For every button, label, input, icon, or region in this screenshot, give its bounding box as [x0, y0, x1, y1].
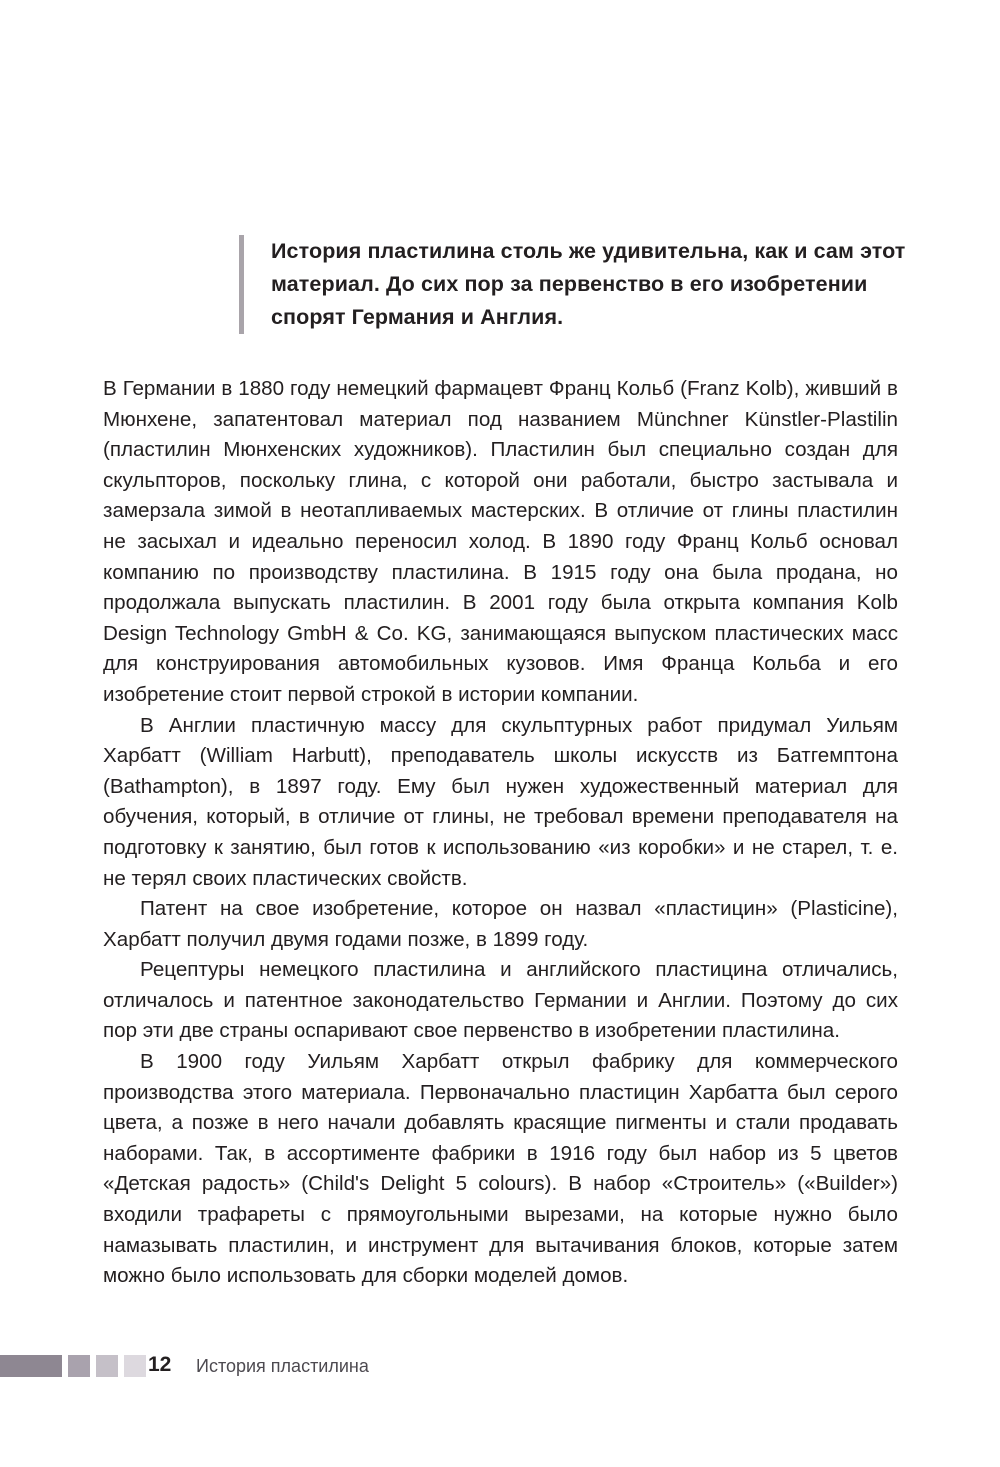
swatch-medium [68, 1355, 90, 1377]
swatch-dark [0, 1355, 62, 1377]
page-footer [0, 1355, 1000, 1387]
epigraph-text: История пластилина столь же удивительна, как и сам этот материал. До сих пор за первенство в его изобретении спорят Германия и Англия. [271, 239, 912, 329]
page-number: 12 [148, 1353, 172, 1376]
paragraph-5: В 1900 году Уильям Харбатт открыл фабрику для коммерческого производства этого материала. Первоначально пластицин Харбатта был серого цвета, а позже в него начали добавлять красящие пигменты и стали продавать наборами. Так, в ассортименте фабрики в 1916 году был набор из 5 цветов «Детская радость» (Child's Delight 5 colours). В набор «Строитель» («Builder») входили трафареты с прямоугольными вырезами, на которые нужно было намазывать пластилин, и инструмент для вытачивания блоков, которые затем можно было использовать для сборки моделей домов. [103, 1050, 904, 1288]
paragraph-4: Рецептуры немецкого пластилина и английского пластицина отличались, отличалось и патентное законодательство Германии и Англии. Поэтому до сих пор эти две страны оспаривают свое первенство в изобретении пластилина. [103, 958, 904, 1043]
epigraph-block [239, 235, 929, 334]
paragraph-2: В Англии пластичную массу для скульптурных работ придумал Уильям Харбатт (William Harbutt), преподаватель школы искусств из Батгемптона (Bathampton), в 1897 году. Ему был нужен художественный материал для обучения, который, в отличие от глины, не требовал времени преподавателя на подготовку к занятию, был готов к использованию «из коробки» и не старел, т. е. не терял своих пластических свойств. [103, 713, 904, 890]
swatch-light [96, 1355, 118, 1377]
footer-color-swatches [0, 1355, 146, 1377]
chapter-title: История пластилина [196, 1356, 369, 1376]
swatch-lightest [124, 1355, 146, 1377]
paragraph-3: Патент на свое изобретение, которое он назвал «пластицин» (Plasticine), Харбатт получил двумя годами позже, в 1899 году. [103, 897, 904, 951]
body-copy [103, 374, 904, 1292]
paragraph-1: В Германии в 1880 году немецкий фармацевт Франц Кольб (Franz Kolb), живший в Мюнхене, запатентовал материал под названием Münchner Künstler-Plastilin (пластилин Мюнхенских художников). Пластилин был специально создан для скульпторов, поскольку глина, с которой они работали, быстро застывала и замерзала зимой в неотапливаемых мастерских. В отличие от глины пластилин не засыхал и идеально переносил холод. В 1890 году Франц Кольб основал компанию по производству пластилина. В 1915 году она была продана, но продолжала выпускать пластилин. В 2001 году была открыта компания Kolb Design Technology GmbH & Co. KG, занимающаяся выпуском пластических масс для конструирования автомобильных кузовов. Имя Франца Кольба и его изобретение стоит первой строкой в истории компании. [103, 377, 904, 706]
